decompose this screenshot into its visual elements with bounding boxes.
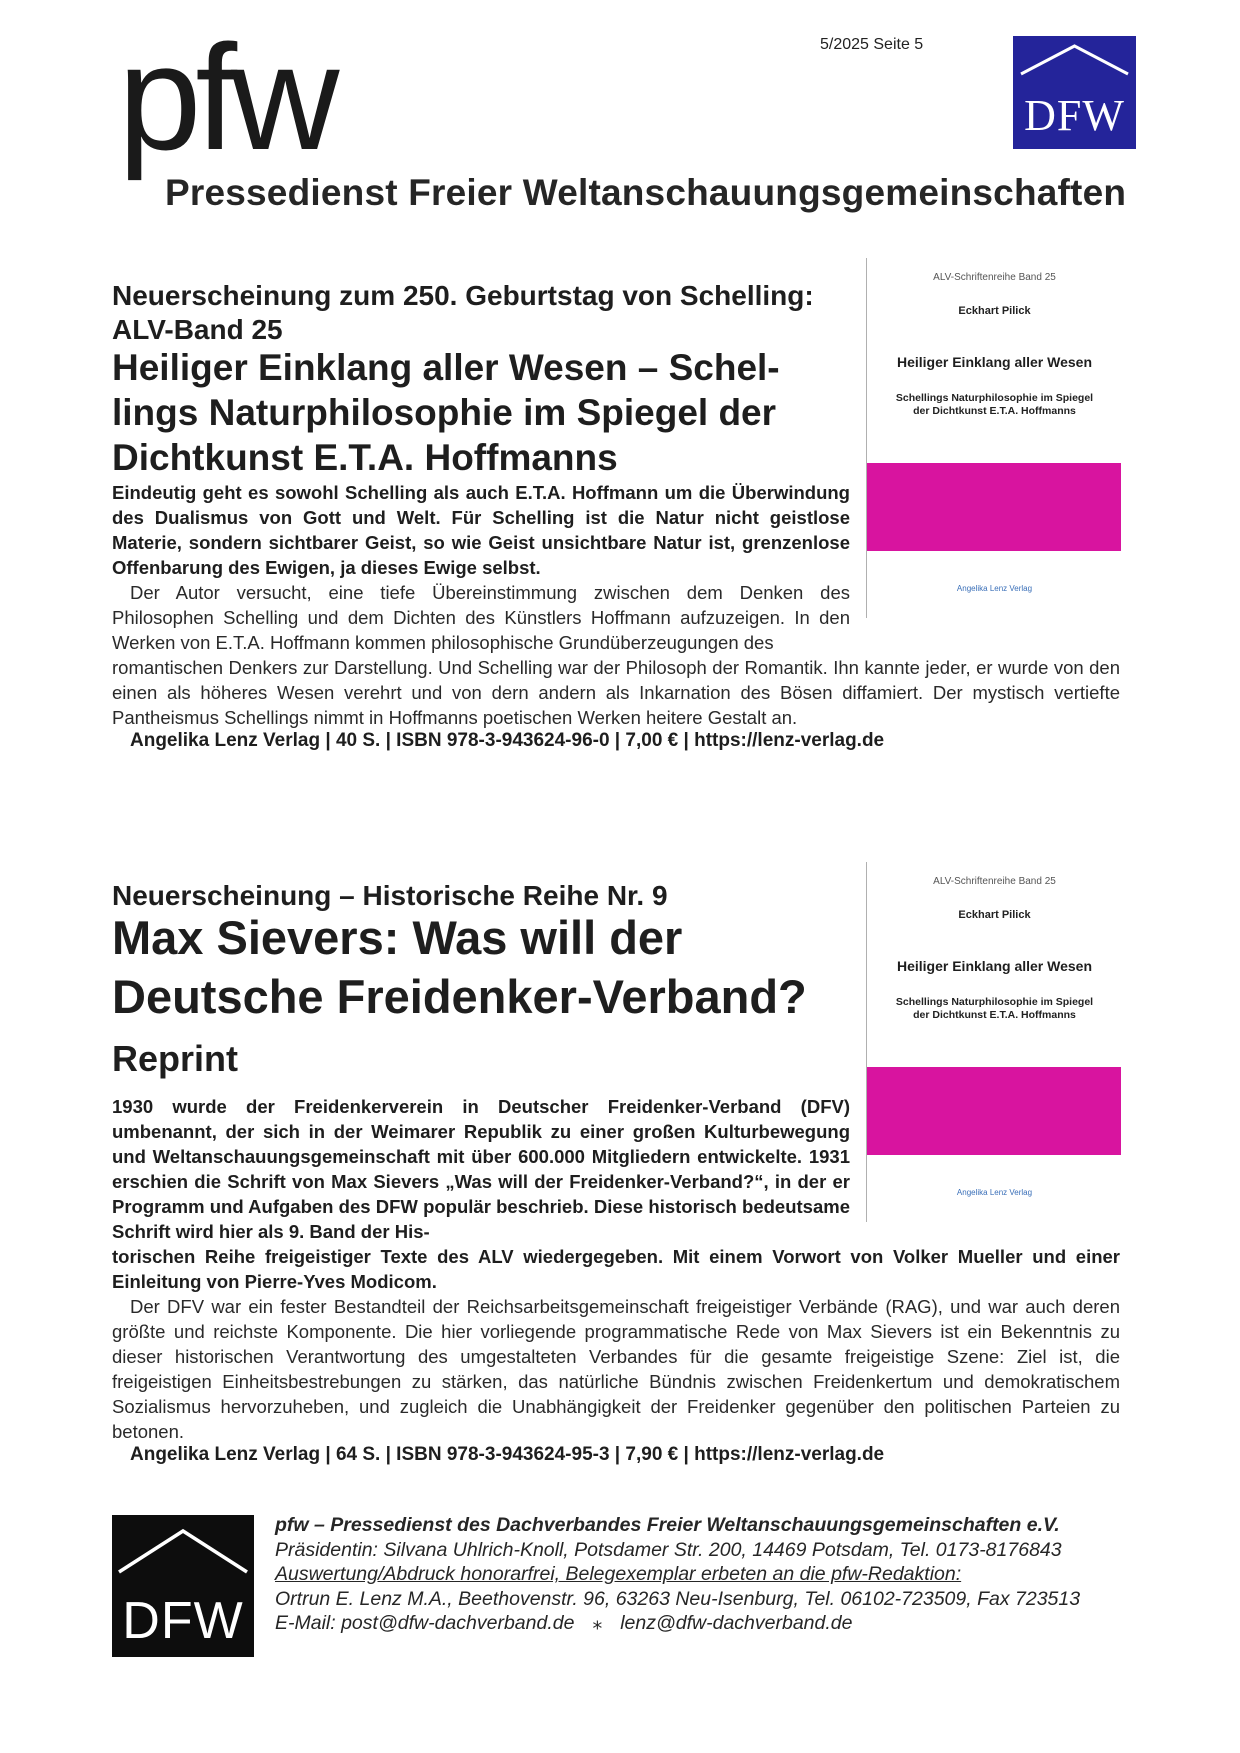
pfw-logo: pfw bbox=[118, 13, 334, 181]
article1-title-line: Dichtkunst E.T.A. Hoffmanns bbox=[112, 437, 618, 478]
cover-publisher: Angelika Lenz Verlag bbox=[956, 1188, 1033, 1197]
article2-lead-wide: torischen Reihe freigeistiger Texte des ALV wiedergegeben. Mit einem Vorwort von Volker Mueller und einer Einleitung von Pierre-Yves Modicom. bbox=[112, 1246, 1120, 1292]
article1-title-line: lings Naturphilosophie im Spiegel der bbox=[112, 392, 777, 433]
footer-editor-line: Ortrun E. Lenz M.A., Beethovenstr. 96, 63263 Neu-Isenburg, Tel. 06102-723509, Fax 723513 bbox=[275, 1587, 1081, 1610]
cover-subtitle bbox=[887, 392, 1102, 418]
article1-book-cover bbox=[866, 258, 1122, 618]
article1-kicker bbox=[112, 279, 852, 347]
footer-president-line: Präsidentin: Silvana Uhlrich-Knoll, Potsdamer Str. 200, 14469 Potsdam, Tel. 0173-8176843 bbox=[275, 1538, 1062, 1561]
cover-subtitle bbox=[887, 996, 1102, 1022]
separator-icon: ⁎ bbox=[592, 1612, 603, 1635]
cover-title: Heiliger Einklang aller Wesen bbox=[896, 354, 1093, 370]
article2-kicker: Neuerscheinung – Historische Reihe Nr. 9 bbox=[112, 880, 668, 911]
article2-publication-info: Angelika Lenz Verlag | 64 S. | ISBN 978-3-943624-95-3 | 7,90 € | https://lenz-verlag.de bbox=[130, 1444, 885, 1465]
cover-series: ALV-Schriftenreihe Band 25 bbox=[933, 876, 1056, 887]
article1-publication-info: Angelika Lenz Verlag | 40 S. | ISBN 978-3-943624-96-0 | 7,00 € | https://lenz-verlag.de bbox=[130, 730, 885, 751]
cover-color-band bbox=[867, 1067, 1121, 1155]
article2-lead-narrow: 1930 wurde der Freidenkerverein in Deutscher Freidenker-Verband (DFV) umbenannt, der sich in der Weimarer Republik zu einer großen Kulturbewegung und Weltanschauungsgemeinschaft mit über 600.000 Mitgliedern entwickelte. 1931 erschien die Schrift von Max Sievers „Was will der Freidenker-Verband?“, in der er Programm und Aufgaben des DFW populär beschrieb. Diese historisch bedeutsame Schrift wird hier als 9. Band der His- bbox=[112, 1096, 850, 1242]
dfw-logo-text: DFW bbox=[1024, 91, 1125, 140]
dfw-footer-logo bbox=[112, 1515, 254, 1657]
footer-publisher-line: pfw – Pressedienst des Dachverbandes Freier Weltanschauungsgemeinschaften e.V. bbox=[275, 1514, 1060, 1536]
dfw-logo-text: DFW bbox=[122, 1592, 244, 1650]
article2-subtitle: Reprint bbox=[112, 1038, 238, 1079]
article2-title-line: Max Sievers: Was will der bbox=[112, 911, 683, 964]
article2-title-line: Deutsche Freidenker-Verband? bbox=[112, 970, 807, 1023]
article1-kicker-line2: ALV-Band 25 bbox=[112, 314, 283, 345]
cover-color-band bbox=[867, 463, 1121, 551]
cover-subtitle-line: Schellings Naturphilosophie im Spiegel bbox=[895, 392, 1094, 404]
article2-body: Der DFV war ein fester Bestandteil der Reichsarbeitsgemeinschaft freigeistiger Verbände (RAG), und war auch deren größte und reichste Komponente. Die hier vorliegende programmatische Rede von Max Sievers ist ein Bekenntnis zu dieser historischen Verantwortung des umgestalteten Verbandes für die gesamte freigeistige Szene: Ziel ist, die freigeistigen Einheitsbestrebungen zu stärken, das natürliche Bündnis zwischen Freidenkertum und demokratischem Sozialismus hervorzuheben, und zugleich die Unabhängigkeit der Freidenker gegenüber den politischen Parteien zu betonen. bbox=[112, 1296, 1120, 1442]
footer-email-line bbox=[275, 1611, 1080, 1636]
cover-author: Eckhart Pilick bbox=[958, 909, 1031, 921]
cover-author: Eckhart Pilick bbox=[958, 305, 1031, 317]
cover-series: ALV-Schriftenreihe Band 25 bbox=[933, 272, 1056, 283]
footer-reprint-note: Auswertung/Abdruck honorarfrei, Belegexemplar erbeten an die pfw-Redaktion: bbox=[275, 1563, 962, 1586]
footer-contact bbox=[275, 1513, 1080, 1636]
cover-subtitle-line: Schellings Naturphilosophie im Spiegel bbox=[895, 996, 1094, 1008]
house-roof-icon bbox=[1019, 42, 1130, 76]
cover-publisher: Angelika Lenz Verlag bbox=[956, 584, 1033, 593]
issue-page-number: 5/2025 Seite 5 bbox=[820, 36, 924, 53]
dfw-logo bbox=[1013, 36, 1136, 149]
email-link[interactable]: lenz@dfw-dachverband.de bbox=[620, 1612, 853, 1635]
article1-lead: Eindeutig geht es sowohl Schelling als auch E.T.A. Hoffmann um die Überwindung des Dualismus von Gott und Welt. Für Schelling ist die Natur nicht geistlose Materie, sondern sichtbarer Geist, so wie Geist unsichtbare Natur ist, grenzenlose Offenbarung des Ewigen, ja dieses Ewige selbst. bbox=[112, 482, 850, 578]
email-link[interactable]: E-Mail: post@dfw-dachverband.de bbox=[275, 1612, 575, 1635]
article2-book-cover bbox=[866, 862, 1122, 1222]
article1-body-wide: romantischen Denkers zur Darstellung. Und Schelling war der Philosoph der Romantik. Ihn kannte jeder, er wurde von den einen als höheres Wesen verehrt und von dern andern als Inkarnation des Bösen diffamiert. Der mystisch vertiefte Pantheismus Schellings nimmt in Hoffmanns poetischen Werken heitere Gestalt an. bbox=[112, 657, 1120, 728]
article1-body-narrow: Der Autor versucht, eine tiefe Übereinstimmung zwischen dem Denken des Philosophen Schelling und dem Dichten des Künstlers Hoffmann aufzuzeigen. In den Werken von E.T.A. Hoffmann kommen philosophische Grundüberzeugungen des bbox=[112, 582, 850, 653]
article1-title bbox=[112, 345, 852, 480]
article2-title bbox=[112, 908, 872, 1026]
house-roof-icon bbox=[116, 1525, 250, 1575]
cover-subtitle-line: der Dichtkunst E.T.A. Hoffmanns bbox=[913, 1009, 1076, 1021]
article1-title-line: Heiliger Einklang aller Wesen – Schel- bbox=[112, 347, 780, 388]
cover-title: Heiliger Einklang aller Wesen bbox=[896, 958, 1093, 974]
cover-subtitle-line: der Dichtkunst E.T.A. Hoffmanns bbox=[913, 405, 1076, 417]
article1-kicker-line1: Neuerscheinung zum 250. Geburtstag von Schelling: bbox=[112, 280, 814, 311]
masthead-title: Pressedienst Freier Weltanschauungsgemeinschaften bbox=[165, 172, 1127, 213]
